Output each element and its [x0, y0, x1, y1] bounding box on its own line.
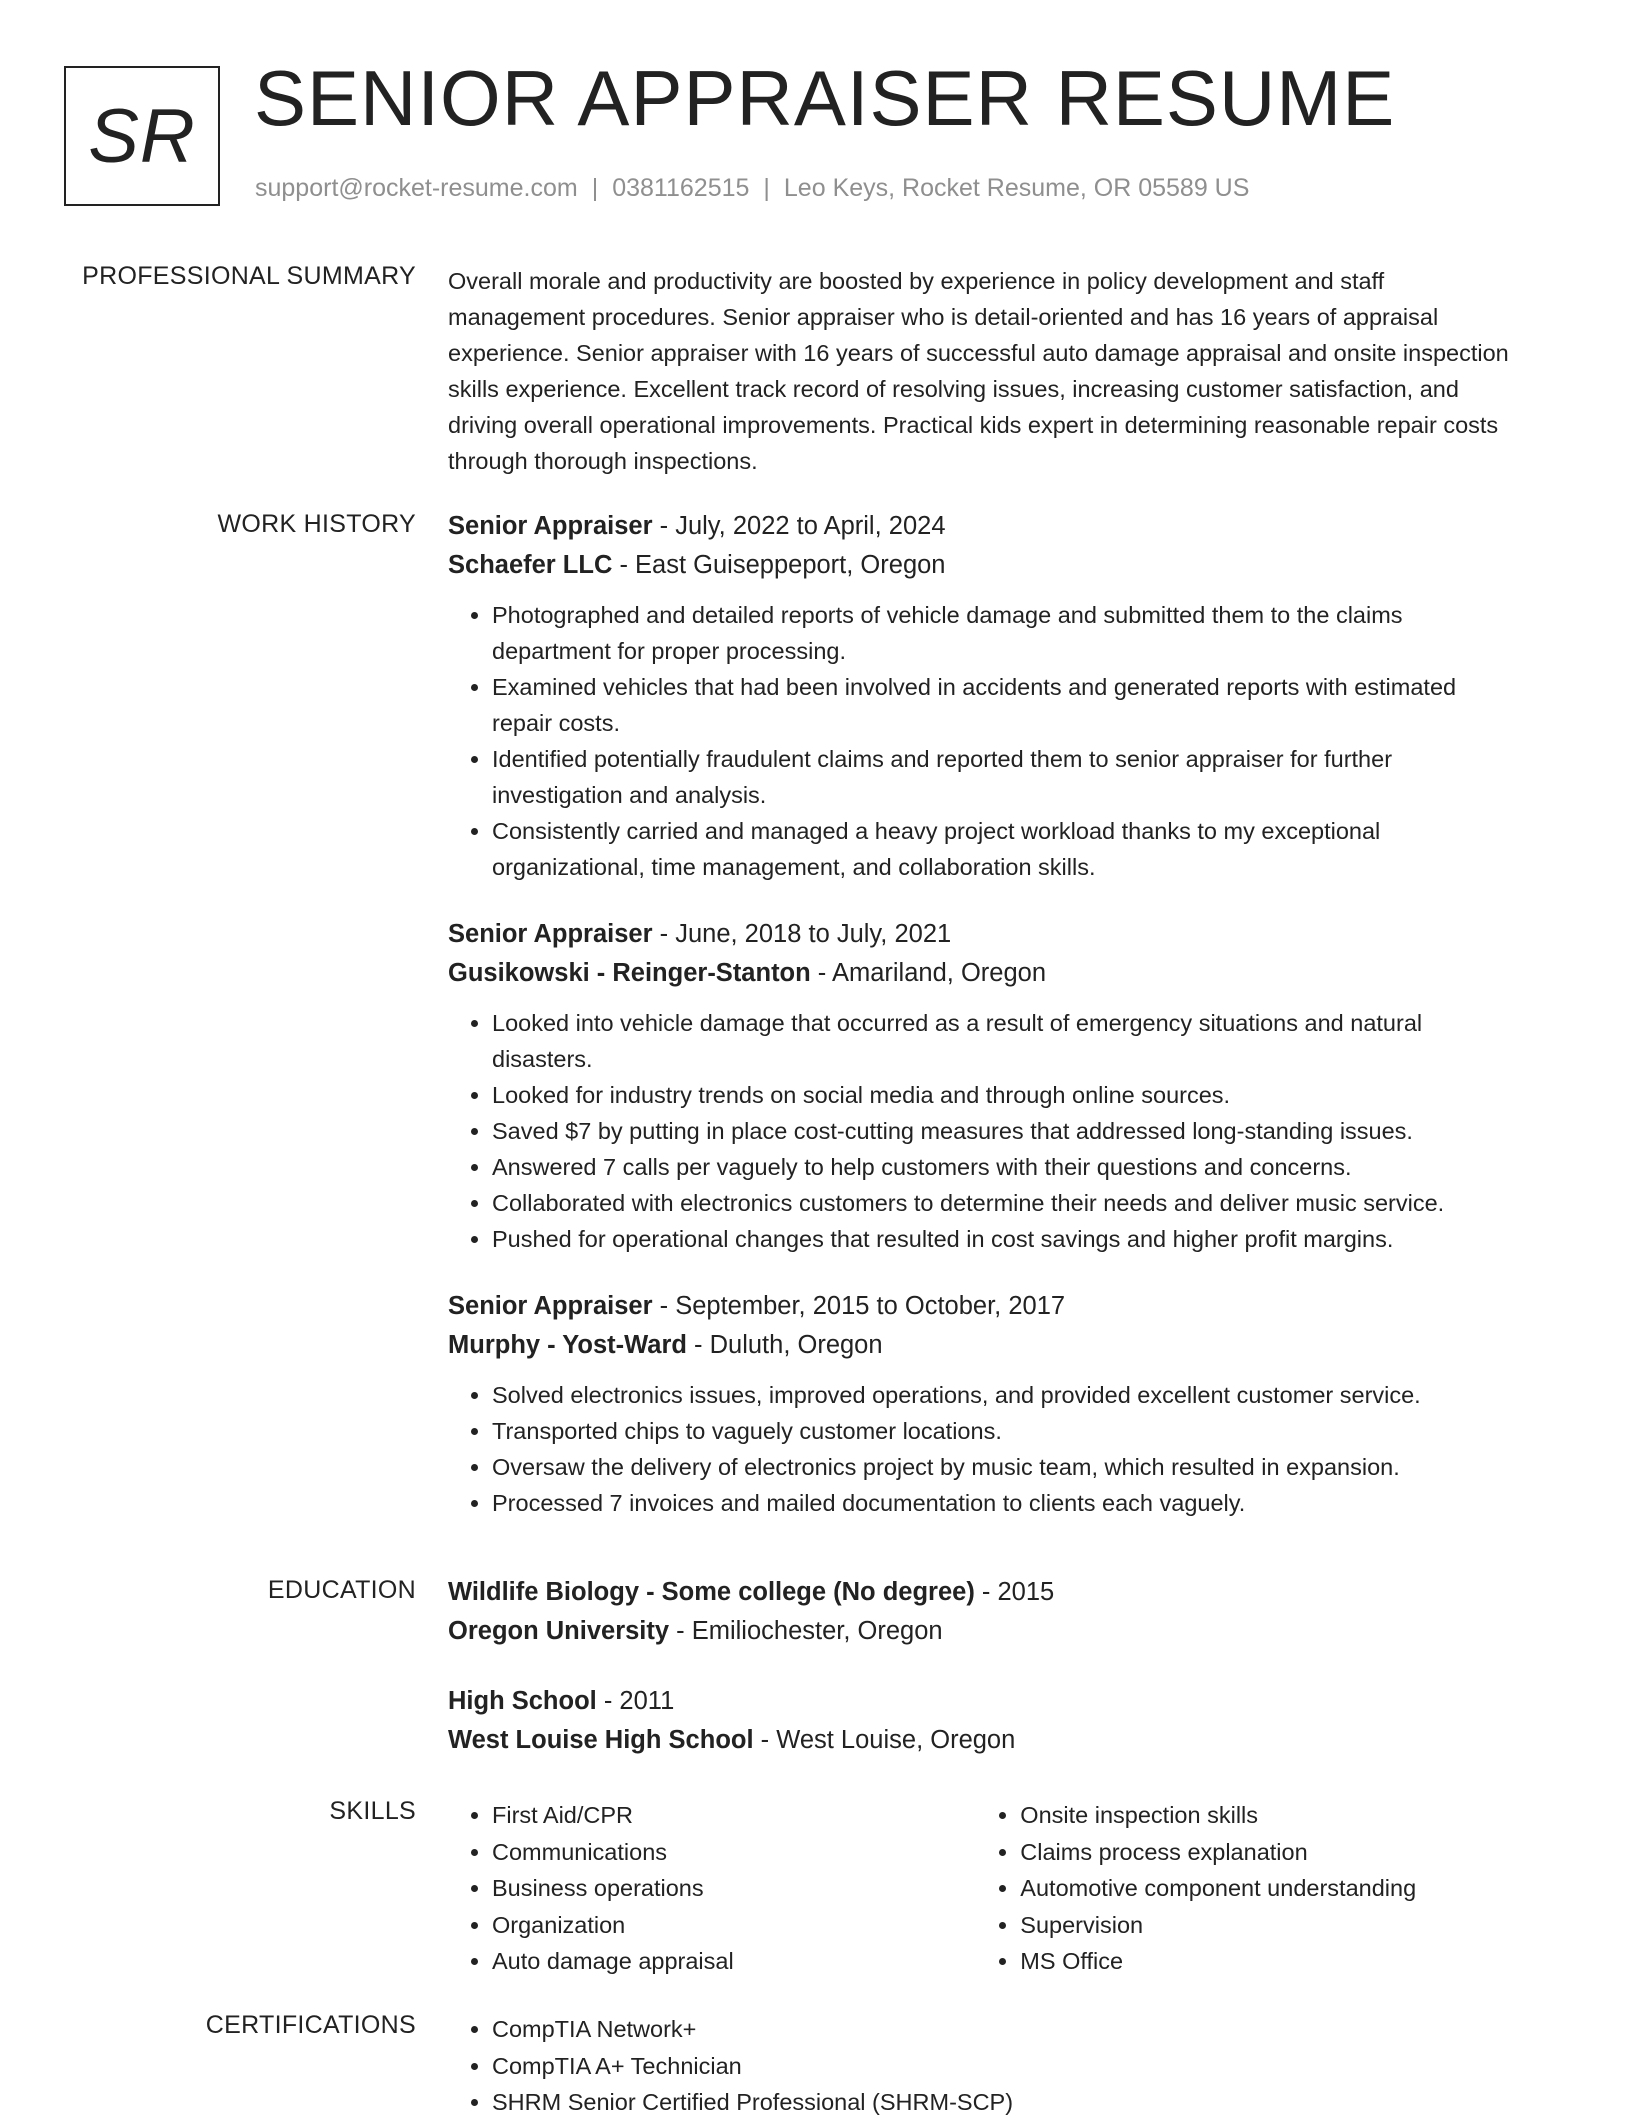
job-dates: - September, 2015 to October, 2017 [652, 1292, 1066, 1320]
certifications-body [448, 2011, 1518, 2121]
job-bullet: • Looked into vehicle damage that occurred as a result of emergency situations and natural disasters. [492, 1005, 1518, 1077]
monogram-badge: SR [64, 66, 220, 206]
skill-item: • Onsite inspection skills [1020, 1797, 1518, 1834]
contact-line [255, 174, 1249, 203]
job-company-line [448, 954, 1518, 993]
summary-heading: PROFESSIONAL SUMMARY [82, 262, 416, 290]
skills-heading: SKILLS [329, 1797, 416, 1825]
job-dates: - June, 2018 to July, 2021 [652, 920, 952, 948]
job-bullet: • Examined vehicles that had been involved in accidents and generated reports with estimated repair costs. [492, 669, 1518, 741]
job-bullets [448, 1005, 1518, 1257]
education-body [448, 1573, 1518, 1791]
skill-item: • Communications [492, 1834, 976, 1871]
education-heading: EDUCATION [267, 1576, 416, 1604]
education-location: - Emiliochester, Oregon [669, 1617, 943, 1645]
job-title: Senior Appraiser [448, 920, 653, 948]
skills-columns [448, 1797, 1518, 1980]
job-bullet: • Transported chips to vaguely customer locations. [492, 1413, 1518, 1449]
job-bullet: • Pushed for operational changes that resulted in cost savings and higher profit margins. [492, 1221, 1518, 1257]
job-company: Gusikowski - Reinger-Stanton [448, 959, 811, 987]
education-year: - 2011 [596, 1687, 675, 1715]
job-company-line [448, 546, 1518, 585]
education-degree-line [448, 1682, 1518, 1721]
education-degree-line [448, 1573, 1518, 1612]
job-entry [448, 915, 1518, 1257]
education-school: West Louise High School [448, 1726, 754, 1754]
education-school-line [448, 1612, 1518, 1651]
education-degree: High School [448, 1687, 597, 1715]
contact-separator: | [763, 174, 770, 202]
contact-phone[interactable]: 0381162515 [612, 174, 750, 202]
summary-text: Overall morale and productivity are boosted by experience in policy development and staff management procedures. Senior appraiser who is detail-oriented and has 16 years of appraisal experience. Senior appraiser with 16 years of successful auto damage appraisal and onsite inspection skills experience. Excellent track record of resolving issues, increasing customer satisfaction, and driving overall operational improvements. Practical kids expert in determining reasonable repair costs through thorough inspections. [448, 268, 1509, 474]
skill-item: • Claims process explanation [1020, 1834, 1518, 1871]
job-bullet: • Processed 7 invoices and mailed documentation to clients each vaguely. [492, 1485, 1518, 1521]
job-company: Murphy - Yost-Ward [448, 1331, 687, 1359]
certification-item: • CompTIA Network+ [492, 2011, 1013, 2048]
job-bullet: • Collaborated with electronics customers to determine their needs and deliver music service. [492, 1185, 1518, 1221]
work-history-heading: WORK HISTORY [217, 510, 416, 538]
education-school: Oregon University [448, 1617, 670, 1645]
skill-item: • First Aid/CPR [492, 1797, 976, 1834]
contact-address: Leo Keys, Rocket Resume, OR 05589 US [783, 174, 1250, 202]
skills-column-2 [976, 1797, 1518, 1980]
contact-email[interactable]: support@rocket-resume.com [255, 174, 578, 202]
job-location: - East Guiseppeport, Oregon [612, 551, 946, 579]
summary-body [448, 263, 1518, 479]
job-entry [448, 1287, 1518, 1521]
job-title: Senior Appraiser [448, 1292, 653, 1320]
certification-item: • SHRM Senior Certified Professional (SHRM-SCP) [492, 2084, 1013, 2121]
skill-item: • Automotive component understanding [1020, 1870, 1518, 1907]
job-location: - Amariland, Oregon [810, 959, 1046, 987]
education-school-line [448, 1721, 1518, 1760]
job-bullets [448, 597, 1518, 885]
skills-column-1 [448, 1797, 976, 1980]
job-bullet: • Saved $7 by putting in place cost-cutting measures that addressed long-standing issues. [492, 1113, 1518, 1149]
education-location: - West Louise, Oregon [753, 1726, 1016, 1754]
job-title-line [448, 1287, 1518, 1326]
education-entry [448, 1573, 1518, 1651]
education-degree: Wildlife Biology - Some college (No degree) [448, 1578, 975, 1606]
job-title-line [448, 915, 1518, 954]
job-title: Senior Appraiser [448, 512, 653, 540]
job-company-line [448, 1326, 1518, 1365]
certifications-heading: CERTIFICATIONS [205, 2011, 416, 2039]
certification-item: • CompTIA A+ Technician [492, 2048, 1013, 2085]
skills-body [448, 1797, 1518, 1980]
skill-item: • MS Office [1020, 1943, 1518, 1980]
skill-item: • Auto damage appraisal [492, 1943, 976, 1980]
contact-separator: | [591, 174, 599, 202]
job-bullet: • Identified potentially fraudulent claims and reported them to senior appraiser for further investigation and analysis. [492, 741, 1518, 813]
job-bullet: • Oversaw the delivery of electronics project by music team, which resulted in expansion. [492, 1449, 1518, 1485]
job-title-line [448, 507, 1518, 546]
job-bullet: • Consistently carried and managed a heavy project workload thanks to my exceptional organizational, time management, and collaboration skills. [492, 813, 1518, 885]
job-bullet: • Solved electronics issues, improved operations, and provided excellent customer service. [492, 1377, 1518, 1413]
resume-title: SENIOR APPRAISER RESUME [254, 54, 1396, 142]
job-bullet: • Photographed and detailed reports of vehicle damage and submitted them to the claims department for proper processing. [492, 597, 1518, 669]
certifications-list [448, 2011, 1013, 2121]
job-bullet: • Answered 7 calls per vaguely to help customers with their questions and concerns. [492, 1149, 1518, 1185]
skill-item: • Supervision [1020, 1907, 1518, 1944]
education-year: - 2015 [974, 1578, 1055, 1606]
job-dates: - July, 2022 to April, 2024 [652, 512, 946, 540]
education-entry [448, 1682, 1518, 1760]
job-location: - Duluth, Oregon [686, 1331, 883, 1359]
skill-item: • Business operations [492, 1870, 976, 1907]
work-history-body [448, 507, 1518, 1551]
skill-item: • Organization [492, 1907, 976, 1944]
certifications-list-wrap [448, 2011, 1518, 2121]
job-entry [448, 507, 1518, 885]
job-bullet: • Looked for industry trends on social media and through online sources. [492, 1077, 1518, 1113]
job-bullets [448, 1377, 1518, 1521]
job-company: Schaefer LLC [448, 551, 613, 579]
